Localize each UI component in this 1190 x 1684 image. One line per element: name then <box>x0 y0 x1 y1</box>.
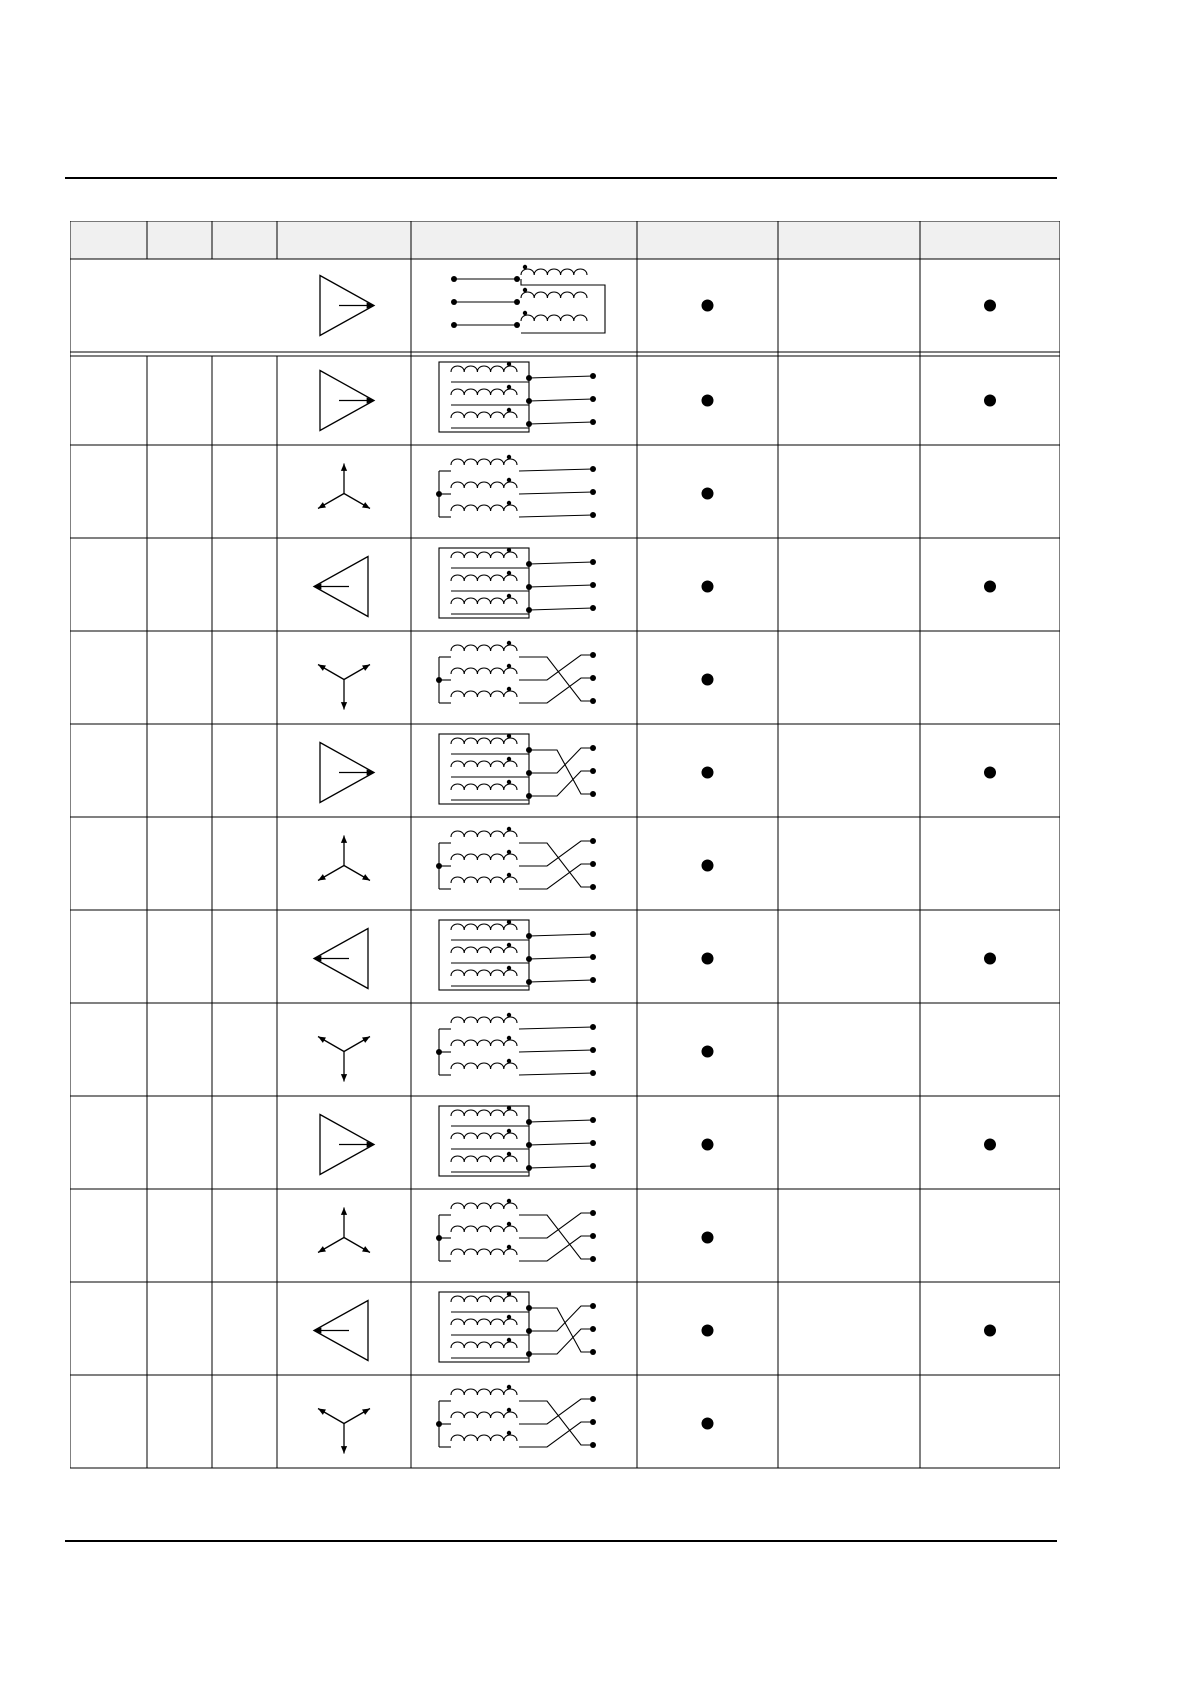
wye-vector-icon <box>318 665 370 710</box>
output-lead <box>529 934 593 936</box>
table-row <box>314 548 996 618</box>
arrow-head <box>341 836 347 843</box>
mark-dot <box>702 488 714 500</box>
terminal-dot <box>514 322 520 328</box>
winding-diagram <box>436 1013 596 1076</box>
winding-coil <box>451 505 517 511</box>
output-lead <box>519 515 593 517</box>
wye-vector-icon <box>318 1037 370 1082</box>
output-lead-crossed <box>529 1308 593 1352</box>
polarity-dot <box>523 265 527 269</box>
table-row <box>318 1013 713 1082</box>
mark-dot <box>702 674 714 686</box>
winding-diagram <box>439 548 596 618</box>
winding-diagram <box>436 641 596 704</box>
table-row <box>320 1106 996 1176</box>
table-body-border <box>70 259 1060 1468</box>
winding-diagram <box>436 827 596 890</box>
winding-coil <box>451 1319 517 1325</box>
winding-coil <box>451 691 517 697</box>
polarity-dot <box>507 1222 511 1226</box>
winding-coil <box>451 1249 517 1255</box>
mark-dot <box>702 953 714 965</box>
output-lead-crossed <box>529 750 593 794</box>
polarity-dot <box>523 288 527 292</box>
table-row <box>320 734 996 804</box>
output-lead <box>519 492 593 494</box>
winding-coil <box>451 1156 517 1162</box>
output-lead-crossed <box>519 864 593 889</box>
mark-dot <box>702 1046 714 1058</box>
polarity-dot <box>507 1315 511 1319</box>
polarity-dot <box>507 850 511 854</box>
vector-group-table <box>70 221 1060 1469</box>
mark-dot <box>984 953 996 965</box>
winding-coil <box>451 482 517 488</box>
winding-coil <box>451 575 517 581</box>
delta-frame <box>439 1292 529 1362</box>
winding-coil <box>451 1342 517 1348</box>
output-lead <box>519 1027 593 1029</box>
polarity-dot <box>507 455 511 459</box>
table-row <box>318 1199 713 1262</box>
winding-coil <box>451 1063 517 1069</box>
polarity-dot <box>507 943 511 947</box>
polarity-dot <box>507 1408 511 1412</box>
winding-coil <box>451 1389 517 1395</box>
output-lead-crossed <box>529 1329 593 1354</box>
polarity-dot <box>507 1036 511 1040</box>
winding-coil <box>451 947 517 953</box>
output-lead-crossed <box>519 657 593 701</box>
polarity-dot <box>507 1245 511 1249</box>
output-lead-crossed <box>519 655 593 680</box>
delta-vector-icon <box>320 743 374 803</box>
output-lead-crossed <box>519 1399 593 1424</box>
table-row <box>318 455 713 518</box>
arrow-head <box>341 464 347 471</box>
winding-coil <box>521 315 587 321</box>
output-lead <box>529 399 593 401</box>
delta-vector-icon <box>314 557 368 617</box>
winding-coil <box>451 970 517 976</box>
mark-dot <box>702 1232 714 1244</box>
header-row <box>70 221 1060 259</box>
delta-vector-icon <box>314 929 368 989</box>
mark-dot <box>984 1139 996 1151</box>
delta-vector-icon <box>320 371 374 431</box>
polarity-dot <box>507 594 511 598</box>
winding-coil <box>451 412 517 418</box>
winding-coil <box>451 552 517 558</box>
mark-dot <box>984 1325 996 1337</box>
output-lead-crossed <box>519 841 593 866</box>
winding-diagram <box>451 265 605 333</box>
delta-frame <box>439 734 529 804</box>
polarity-dot <box>523 311 527 315</box>
output-lead-crossed <box>529 771 593 796</box>
polarity-dot <box>507 571 511 575</box>
polarity-dot <box>507 1129 511 1133</box>
winding-coil <box>521 292 587 298</box>
top-rule <box>65 177 1057 179</box>
wye-vector-icon <box>318 1208 370 1253</box>
wye-vector-icon <box>318 464 370 509</box>
output-lead <box>529 957 593 959</box>
mark-dot <box>984 395 996 407</box>
winding-coil <box>451 761 517 767</box>
winding-coil <box>451 1040 517 1046</box>
polarity-dot <box>507 1338 511 1342</box>
table-row <box>318 827 713 890</box>
winding-coil <box>521 269 587 275</box>
polarity-dot <box>507 780 511 784</box>
winding-coil <box>451 831 517 837</box>
winding-coil <box>451 1133 517 1139</box>
polarity-dot <box>507 1059 511 1063</box>
output-lead-crossed <box>529 1306 593 1331</box>
wye-vector-icon <box>318 1409 370 1454</box>
polarity-dot <box>507 664 511 668</box>
mark-dot <box>702 1418 714 1430</box>
winding-coil <box>451 459 517 465</box>
winding-coil <box>451 645 517 651</box>
arrow-head <box>341 1446 347 1453</box>
output-lead-crossed <box>519 678 593 703</box>
winding-coil <box>451 924 517 930</box>
mark-dot <box>702 300 714 312</box>
mark-dot <box>702 767 714 779</box>
polarity-dot <box>507 1431 511 1435</box>
winding-diagram <box>436 1385 596 1448</box>
delta-frame <box>439 362 529 432</box>
winding-diagram <box>436 1199 596 1262</box>
winding-coil <box>451 598 517 604</box>
winding-diagram <box>439 920 596 990</box>
delta-link <box>521 279 605 333</box>
output-lead <box>519 1050 593 1052</box>
winding-diagram <box>439 1292 596 1362</box>
terminal-dot <box>514 276 520 282</box>
polarity-dot <box>507 478 511 482</box>
mark-dot <box>702 1325 714 1337</box>
output-lead <box>529 376 593 378</box>
delta-frame <box>439 1106 529 1176</box>
table-row <box>314 920 996 990</box>
polarity-dot <box>507 385 511 389</box>
output-lead-crossed <box>519 1422 593 1447</box>
winding-coil <box>451 877 517 883</box>
output-lead <box>529 562 593 564</box>
output-lead <box>529 585 593 587</box>
mark-dot <box>702 581 714 593</box>
output-lead <box>529 422 593 424</box>
winding-diagram <box>436 455 596 518</box>
table-row <box>320 265 996 336</box>
winding-coil <box>451 1296 517 1302</box>
polarity-dot <box>507 501 511 505</box>
arrow-head <box>341 702 347 709</box>
table-cells <box>314 265 996 1454</box>
output-lead <box>529 980 593 982</box>
output-lead-crossed <box>519 1213 593 1238</box>
delta-frame <box>439 920 529 990</box>
delta-vector-icon <box>314 1301 368 1361</box>
delta-vector-icon <box>320 1115 374 1175</box>
table-row <box>320 362 996 432</box>
polarity-dot <box>507 827 511 831</box>
polarity-dot <box>507 966 511 970</box>
winding-coil <box>451 366 517 372</box>
polarity-dot <box>507 408 511 412</box>
polarity-dot <box>507 1385 511 1389</box>
table-row <box>314 1292 996 1362</box>
winding-coil <box>451 1435 517 1441</box>
winding-coil <box>451 854 517 860</box>
arrow-head <box>341 1074 347 1081</box>
output-lead <box>529 1143 593 1145</box>
output-lead <box>529 608 593 610</box>
output-lead-crossed <box>519 1215 593 1259</box>
winding-diagram <box>439 734 596 804</box>
mark-dot <box>984 581 996 593</box>
winding-diagram <box>439 1106 596 1176</box>
polarity-dot <box>507 641 511 645</box>
winding-coil <box>451 389 517 395</box>
winding-diagram <box>439 362 596 432</box>
winding-coil <box>451 1017 517 1023</box>
output-lead <box>519 1073 593 1075</box>
table-row <box>318 641 713 710</box>
mark-dot <box>984 300 996 312</box>
winding-coil <box>451 1203 517 1209</box>
output-lead-crossed <box>519 1401 593 1445</box>
table-row <box>318 1385 713 1454</box>
output-lead <box>529 1166 593 1168</box>
arrow-head <box>341 1208 347 1215</box>
winding-coil <box>451 1110 517 1116</box>
delta-frame <box>439 548 529 618</box>
output-lead <box>529 1120 593 1122</box>
output-lead <box>519 469 593 471</box>
output-lead-crossed <box>529 748 593 773</box>
mark-dot <box>702 395 714 407</box>
output-lead-crossed <box>519 843 593 887</box>
table-grid <box>70 221 1060 1468</box>
delta-vector-icon <box>320 276 374 336</box>
mark-dot <box>702 1139 714 1151</box>
winding-coil <box>451 738 517 744</box>
mark-dot <box>702 860 714 872</box>
polarity-dot <box>507 1152 511 1156</box>
winding-coil <box>451 784 517 790</box>
polarity-dot <box>507 1013 511 1017</box>
table-graphic <box>70 221 1060 1469</box>
bottom-rule <box>65 1540 1057 1542</box>
terminal-dot <box>514 299 520 305</box>
polarity-dot <box>507 757 511 761</box>
polarity-dot <box>507 1199 511 1203</box>
winding-coil <box>451 668 517 674</box>
output-lead-crossed <box>519 1236 593 1261</box>
winding-coil <box>451 1412 517 1418</box>
wye-vector-icon <box>318 836 370 881</box>
mark-dot <box>984 767 996 779</box>
winding-coil <box>451 1226 517 1232</box>
polarity-dot <box>507 687 511 691</box>
polarity-dot <box>507 873 511 877</box>
